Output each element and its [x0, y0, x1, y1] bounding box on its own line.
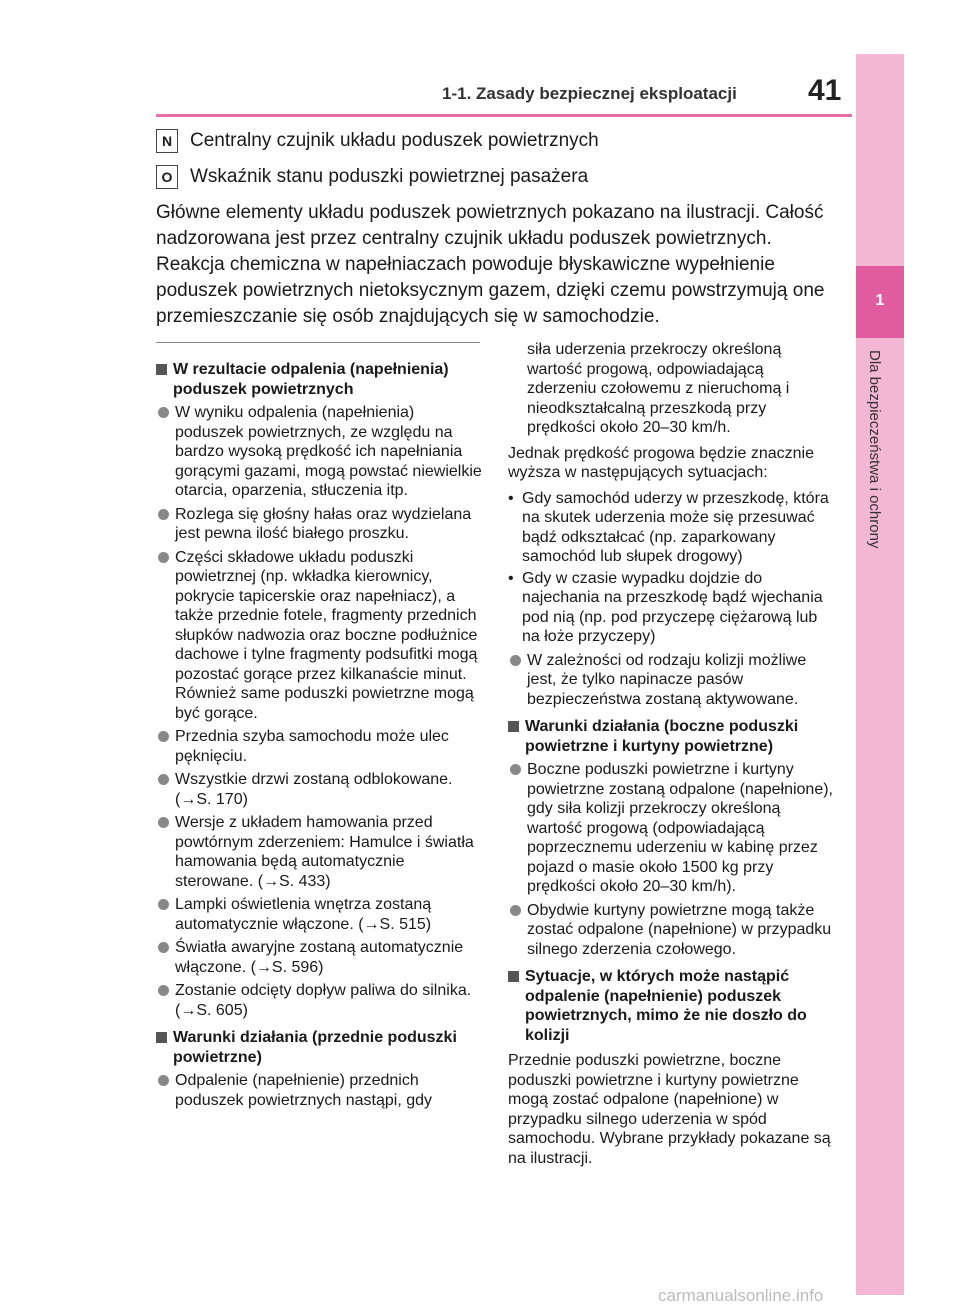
square-bullet-icon: [156, 364, 167, 375]
section-title: 1-1. Zasady bezpiecznej eksploatacji: [442, 84, 737, 103]
paragraph: Przednie poduszki powietrzne, boczne poduszki powietrzne i kurtyny powietrzne mogą zostać odpalone (napełnione) w przypadku silnego uderzenia w spód samochodu. Wybrane przykłady pokazane są na ilustracji.: [508, 1052, 831, 1167]
paragraph: Jednak prędkość progowa będzie znacznie wyższa w następujących sytuacjach:: [508, 444, 814, 481]
circle-bullet-icon: [510, 655, 521, 666]
list-item: Przednia szyba samochodu może ulec pęknięciu.: [156, 727, 482, 766]
circle-bullet-icon: [158, 509, 169, 520]
sub-list-item: • Gdy w czasie wypadku dojdzie do najechania na przeszkodę bądź wjechania pod nią (np. pod przyczepę ciężarową lub na łoże przyczepy): [508, 569, 823, 645]
right-column: [508, 340, 834, 1174]
circle-bullet-icon: [510, 764, 521, 775]
circle-bullet-icon: [158, 774, 169, 785]
watermark: carmanualsonline.info: [658, 1286, 824, 1305]
circle-bullet-icon: [158, 1075, 169, 1086]
bullet-icon: •: [508, 569, 514, 587]
list-item: Światła awaryjne zostaną automatycznie włączone. (→S. 596): [156, 938, 482, 977]
list-item: Części składowe układu poduszki powietrznej (np. wkładka kierownicy, pokrycie tapicerskie oraz napełniacz), a także przednie fotele, fragmenty przednich słupków nadwozia oraz boczne podłużnice dachowe i tylne fragmenty podsufitki mogą pozostać gorące przez kilkanaście minut. Również same poduszki powietrzne mogą być gorące.: [156, 548, 482, 724]
legend-text: Centralny czujnik układu poduszek powietrznych: [190, 130, 599, 151]
circle-bullet-icon: [158, 407, 169, 418]
circle-bullet-icon: [158, 899, 169, 910]
legend-text: Wskaźnik stanu poduszki powietrznej pasażera: [190, 166, 589, 187]
list-item: Zostanie odcięty dopływ paliwa do silnika. (→S. 605): [156, 981, 482, 1020]
legend-item-n: [156, 128, 836, 154]
circle-bullet-icon: [158, 985, 169, 996]
list-item: Lampki oświetlenia wnętrza zostaną automatycznie włączone. (→S. 515): [156, 895, 482, 934]
chapter-number: 1: [875, 292, 885, 309]
square-bullet-icon: [508, 721, 519, 732]
circle-bullet-icon: [158, 817, 169, 828]
left-column: [156, 352, 482, 1114]
page-number: 41: [808, 74, 842, 107]
chapter-label: Dla bezpieczeństwa i ochrony: [866, 350, 883, 549]
section-heading: W rezultacie odpalenia (napełnienia) poduszek powietrznych: [156, 360, 482, 399]
list-item: Rozlega się głośny hałas oraz wydzielana jest pewna ilość białego proszku.: [156, 505, 482, 544]
sub-list-item: • Gdy samochód uderzy w przeszkodę, która na skutek uderzenia może się przesuwać bądź odkształcać (np. zaparkowany samochód lub słupek drogowy): [508, 489, 829, 565]
list-item: Boczne poduszki powietrzne i kurtyny powietrzne zostaną odpalone (napełnione), gdy siła kolizji przekroczy określoną wartość progową (odpowiadającą poprzecznemu uderzeniu w kabinę przez pojazd o masie około 1500 kg przy prędkości około 20–30 km/h).: [508, 760, 834, 897]
continued-text: siła uderzenia przekroczy określoną wartość progową, odpowiadającą zderzeniu czołowemu z nieruchomą i nieodkształcalną przeszkodą przy prędkości około 20–30 km/h.: [527, 341, 790, 436]
legend-mark: N: [156, 129, 178, 153]
list-item: Obydwie kurtyny powietrzne mogą także zostać odpalone (napełnione) w przypadku silnego zderzenia czołowego.: [508, 901, 834, 960]
list-item: Wersje z układem hamowania przed powtórnym zderzeniem: Hamulce i światła hamowania będą automatycznie sterowane. (→S. 433): [156, 813, 482, 891]
chapter-side-tab: [856, 54, 904, 1295]
section-heading: Warunki działania (przednie poduszki powietrzne): [156, 1028, 482, 1067]
list-item: W wyniku odpalenia (napełnienia) poduszek powietrznych, ze względu na bardzo wysoką prędkość ich napełniania gorącymi gazami, mogą powstać niewielkie otarcia, oparzenia, stłuczenia itp.: [156, 403, 482, 501]
intro-paragraph: Główne elementy układu poduszek powietrznych pokazano na ilustracji. Całość nadzorowana jest przez centralny czujnik układu poduszek powietrznych. Reakcja chemiczna w napełniaczach powoduje błyskawiczne wypełnienie poduszek powietrznych nietoksycznym gazem, dzięki czemu powstrzymują one przemieszczanie się osób znajdujących się w samochodzie.: [156, 202, 825, 327]
header-rule: [156, 114, 852, 117]
list-item: Odpalenie (napełnienie) przednich poduszek powietrznych nastąpi, gdy: [156, 1071, 482, 1110]
legend-mark: O: [156, 165, 178, 189]
column-divider: [156, 342, 480, 343]
bullet-icon: •: [508, 489, 514, 507]
circle-bullet-icon: [158, 731, 169, 742]
circle-bullet-icon: [158, 942, 169, 953]
legend-item-o: [156, 164, 836, 190]
section-heading: Warunki działania (boczne poduszki powietrzne i kurtyny powietrzne): [508, 717, 834, 756]
circle-bullet-icon: [510, 905, 521, 916]
page-header: [0, 0, 960, 120]
section-heading: Sytuacje, w których może nastąpić odpalenie (napełnienie) poduszek powietrznych, mimo że nie doszło do kolizji: [508, 967, 834, 1045]
intro-section: [156, 128, 836, 330]
circle-bullet-icon: [158, 552, 169, 563]
square-bullet-icon: [156, 1032, 167, 1043]
square-bullet-icon: [508, 971, 519, 982]
list-item: Wszystkie drzwi zostaną odblokowane. (→S. 170): [156, 770, 482, 809]
list-item: W zależności od rodzaju kolizji możliwe jest, że tylko napinacze pasów bezpieczeństwa zostaną aktywowane.: [508, 651, 834, 710]
